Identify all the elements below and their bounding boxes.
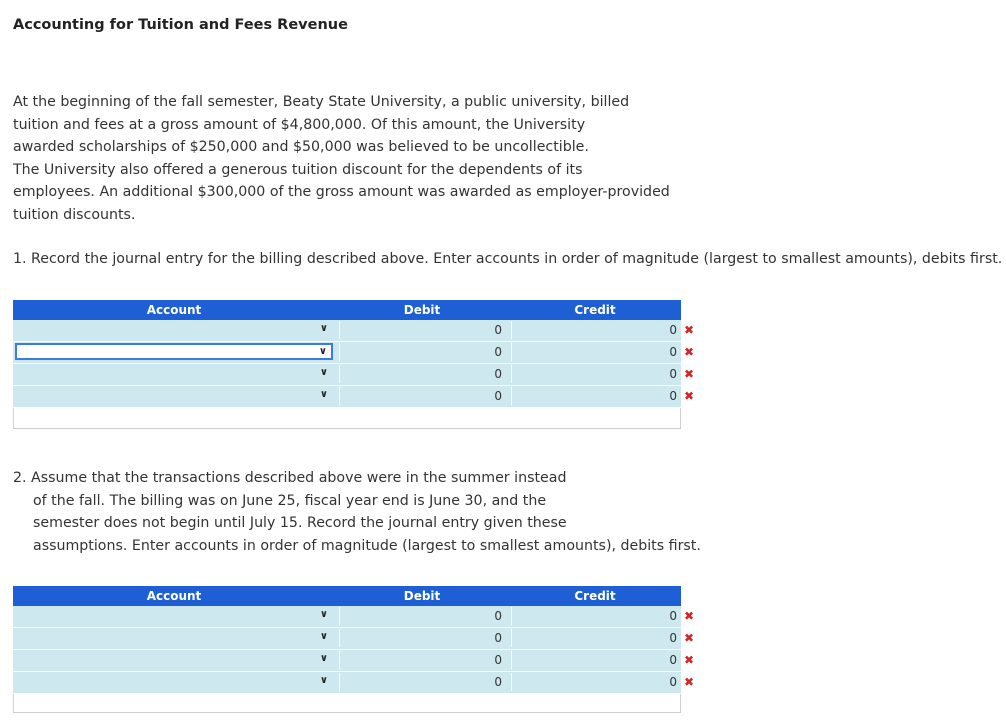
- journal-row: [13, 386, 695, 408]
- debit-input[interactable]: 0: [339, 321, 506, 339]
- incorrect-x-icon: ✖: [684, 631, 695, 645]
- debit-input[interactable]: 0: [339, 343, 506, 361]
- account-select[interactable]: [15, 607, 333, 624]
- account-select[interactable]: [15, 321, 333, 338]
- credit-input[interactable]: 0: [511, 365, 681, 383]
- debit-input[interactable]: 0: [339, 629, 506, 647]
- question-line: of the fall. The billing was on June 25, fiscal year end is June 30, and the: [33, 492, 547, 509]
- question-1-text: 1. Record the journal entry for the billing described above. Enter accounts in order of magnitude (largest to smallest amounts), debits first.: [13, 251, 1003, 267]
- incorrect-x-icon: ✖: [684, 653, 695, 667]
- journal-row: [13, 650, 695, 672]
- incorrect-x-icon: ✖: [684, 323, 695, 337]
- credit-input[interactable]: 0: [511, 387, 681, 405]
- credit-input[interactable]: 0: [511, 629, 681, 647]
- account-column-header: Account: [146, 589, 202, 603]
- debit-column-header: Debit: [403, 589, 441, 603]
- journal-table-1: [13, 300, 695, 429]
- incorrect-x-icon: ✖: [684, 367, 695, 381]
- journal-row: [13, 320, 695, 342]
- incorrect-x-icon: ✖: [684, 389, 695, 403]
- debit-input[interactable]: 0: [339, 651, 506, 669]
- description-line: At the beginning of the fall semester, Beaty State University, a public university, billed: [13, 94, 630, 110]
- credit-input[interactable]: 0: [511, 651, 681, 669]
- journal-table-footer: [13, 694, 681, 713]
- account-select[interactable]: [15, 387, 333, 404]
- journal-table-header: [13, 586, 681, 606]
- credit-input[interactable]: 0: [511, 321, 681, 339]
- journal-row: [13, 342, 695, 364]
- credit-column-header: Credit: [574, 303, 616, 317]
- debit-column-header: Debit: [403, 303, 441, 317]
- incorrect-x-icon: ✖: [684, 609, 695, 623]
- journal-row: [13, 628, 695, 650]
- account-select[interactable]: [15, 365, 333, 382]
- credit-input[interactable]: 0: [511, 343, 681, 361]
- journal-row: [13, 606, 695, 628]
- credit-column-header: Credit: [574, 589, 616, 603]
- journal-table-footer: [13, 408, 681, 429]
- account-select[interactable]: [15, 343, 333, 360]
- chevron-down-icon: ∨: [319, 367, 328, 378]
- question-2-text: [13, 467, 701, 557]
- account-column-header: Account: [146, 303, 202, 317]
- credit-input[interactable]: 0: [511, 673, 681, 691]
- question-line: assumptions. Enter accounts in order of magnitude (largest to smallest amounts), debits first.: [33, 537, 701, 554]
- description-line: awarded scholarships of $250,000 and $50,000 was believed to be uncollectible.: [13, 139, 589, 156]
- incorrect-x-icon: ✖: [684, 675, 695, 689]
- journal-table-2: [13, 586, 695, 713]
- chevron-down-icon: ∨: [319, 675, 328, 686]
- debit-input[interactable]: 0: [339, 673, 506, 691]
- question-line: 2. Assume that the transactions described above were in the summer instead: [13, 470, 567, 486]
- account-select[interactable]: [15, 673, 333, 690]
- account-select[interactable]: [15, 629, 333, 646]
- problem-description: [13, 91, 673, 227]
- credit-input[interactable]: 0: [511, 607, 681, 625]
- chevron-down-icon: ∨: [319, 653, 328, 664]
- debit-input[interactable]: 0: [339, 607, 506, 625]
- page-title: Accounting for Tuition and Fees Revenue: [13, 17, 348, 33]
- chevron-down-icon: ∨: [319, 609, 328, 620]
- description-line: employees. An additional $300,000 of the gross amount was awarded as employer-provided: [13, 184, 670, 201]
- chevron-down-icon: ∨: [319, 323, 328, 334]
- description-line: tuition and fees at a gross amount of $4,800,000. Of this amount, the University: [13, 116, 586, 133]
- incorrect-x-icon: ✖: [684, 345, 695, 359]
- description-line: The University also offered a generous tuition discount for the dependents of its: [13, 161, 583, 178]
- journal-row: [13, 364, 695, 386]
- journal-row: [13, 672, 695, 694]
- chevron-down-icon: ∨: [319, 389, 328, 400]
- question-line: semester does not begin until July 15. Record the journal entry given these: [33, 515, 567, 532]
- account-select[interactable]: [15, 651, 333, 668]
- journal-table-header: [13, 300, 681, 320]
- debit-input[interactable]: 0: [339, 387, 506, 405]
- debit-input[interactable]: 0: [339, 365, 506, 383]
- chevron-down-icon: ∨: [318, 346, 327, 357]
- chevron-down-icon: ∨: [319, 631, 328, 642]
- description-line: tuition discounts.: [13, 206, 136, 223]
